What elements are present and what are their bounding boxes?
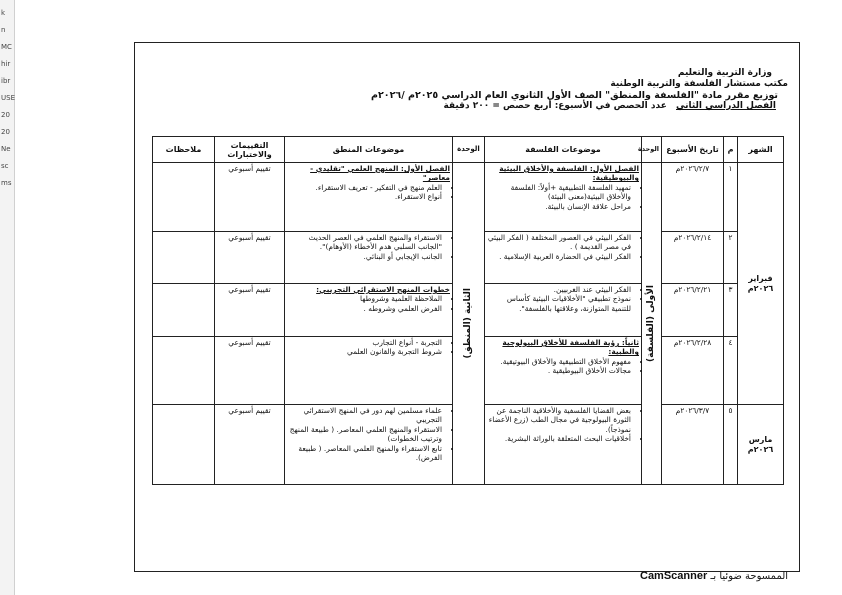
phil-topics-cell (485, 163, 642, 232)
notes-cell (153, 337, 215, 405)
notes-cell (153, 284, 215, 337)
strip-text: sc (1, 162, 9, 170)
logic-topics-cell (285, 284, 453, 337)
logic-topics-cell (285, 232, 453, 284)
list-item: • مجالات الأخلاق البيوطيقية . (487, 366, 631, 375)
watermark-brand: CamScanner (640, 570, 708, 582)
week-date: ٢٠٢٦/٣/٧م (662, 405, 724, 485)
list-item: • التجربة - أنواع التجارب (287, 338, 442, 347)
distribution-title: توزيع مقرر مادة "الفلسفة والمنطق" الصف الأول الثانوي العام الدراسي ٢٠٢٥م /٢٠٢٦م (371, 90, 778, 101)
col-unit-1: الوحدة (642, 137, 662, 163)
periods-label: عدد الحصص في الأسبوع: أربع حصص = ٢٠٠ دقيقة (443, 101, 667, 111)
scanner-watermark (640, 570, 788, 582)
unit-logic-label: الثانية (المنطق) (462, 288, 473, 359)
phil-section-title: ثانياً: رؤية الفلسفة للأخلاق البيولوجية والطبية: (502, 338, 639, 357)
strip-text: ibr (1, 77, 11, 85)
row-num: ٢ (724, 232, 738, 284)
list-item: • أخلاقيات البحث المتعلقة بالوراثة البشرية. (487, 434, 631, 443)
col-week-date: تاريخ الأسبوع (662, 137, 724, 163)
logic-section-title: خطوات المنهج الاستقرائي التجريبي: (316, 285, 450, 294)
week-date: ٢٠٢٦/٢/٧م (662, 163, 724, 232)
col-assessments: التقييمات والاختبارات (215, 137, 285, 163)
strip-text: 20 (1, 128, 10, 136)
week-date: ٢٠٢٦/٢/٢٨م (662, 337, 724, 405)
list-item: • علماء مسلمين لهم دور في المنهج الاستقرائي التجريبي (287, 406, 442, 425)
strip-text: hir (1, 60, 11, 68)
list-item: • تابع الاستقراء والمنهج العلمي المعاصر. ( طبيعة الفرض). (287, 444, 442, 463)
phil-topics-cell (485, 232, 642, 284)
list-item: • بعض القضايا الفلسفية والأخلاقية الناجمة عن الثورة البيولوجية في مجال الطب (زرع الأعضاء نموذجاً). (487, 406, 631, 434)
notes-cell (153, 232, 215, 284)
logic-topics-cell (285, 163, 453, 232)
strip-text: ms (1, 179, 12, 187)
document-header (371, 68, 788, 112)
office-name: مكتب مستشار الفلسفة والتربية الوطنية (610, 79, 788, 89)
background-window-strip (0, 0, 15, 595)
list-item: • الفكر البيئي في الحضارة العربية الإسلامية . (487, 252, 631, 261)
phil-section-title: الفصل الأول: الفلسفة والأخلاق البيئية والبيوطيقية: (499, 164, 639, 183)
list-item: • نموذج تطبيقي "الأخلاقيات البيئية كأساس للتنمية المتوازنة، وعلاقتها بالفلسفة". (487, 294, 631, 313)
ministry-name: وزارة التربية والتعليم (677, 68, 772, 78)
list-item: • الفرض العلمي وشروطه . (287, 304, 442, 313)
phil-topics-cell (485, 337, 642, 405)
col-num: م (724, 137, 738, 163)
col-notes: ملاحظات (153, 137, 215, 163)
watermark-prefix: الممسوحة ضوئيا بـ (710, 571, 789, 582)
curriculum-table (152, 136, 784, 485)
logic-topics-cell (285, 405, 453, 485)
list-item: • تمهيد الفلسفة التطبيقية +أولاً: الفلسفة والأخلاق البيئية(معنى البيئة) (487, 183, 631, 202)
term-label: الفصل الدراسي الثاني (676, 101, 776, 111)
list-item: • الفكر البيئي عند الغربيين. (487, 285, 631, 294)
list-item: • العلم منهج في التفكير - تعريف الاستقراء. (287, 183, 442, 192)
strip-text: 20 (1, 111, 10, 119)
list-item: • مفهوم الأخلاق التطبيقية والأخلاق البيوتيقية. (487, 357, 631, 366)
assessment-cell: تقييم أسبوعي (215, 337, 285, 405)
row-num: ٣ (724, 284, 738, 337)
table-header-row (153, 137, 784, 163)
strip-text: n (1, 26, 6, 34)
assessment-cell: تقييم أسبوعي (215, 163, 285, 232)
unit-logic-cell (453, 163, 485, 485)
strip-text: Ne (1, 145, 11, 153)
col-unit-2: الوحدة (453, 137, 485, 163)
notes-cell (153, 405, 215, 485)
strip-text: MC (1, 43, 12, 51)
strip-text: USE (1, 94, 15, 102)
row-num: ١ (724, 163, 738, 232)
list-item: • الاستقراء والمنهج العلمي المعاصر. ( طبيعة المنهج وترتيب الخطوات) (287, 425, 442, 444)
col-phil-topics: موضوعات الفلسفة (485, 137, 642, 163)
week-date: ٢٠٢٦/٢/١٤م (662, 232, 724, 284)
list-item: • أنواع الاستقراء. (287, 192, 442, 201)
logic-section-title: الفصل الأول: المنهج العلمي "تقليدي - معاصر" (310, 164, 450, 183)
phil-topics-cell (485, 284, 642, 337)
week-date: ٢٠٢٦/٢/٢١م (662, 284, 724, 337)
col-logic-topics: موضوعات المنطق (285, 137, 453, 163)
list-item: • الجانب الإيجابي أو البنائي. (287, 252, 442, 261)
month-cell: فبراير ٢٠٢٦م (738, 163, 784, 405)
month-cell: مارس ٢٠٢٦م (738, 405, 784, 485)
col-month: الشهر (738, 137, 784, 163)
phil-topics-cell (485, 405, 642, 485)
list-item: • الملاحظة العلمية وشروطها (287, 294, 442, 303)
list-item: • مراحل علاقة الإنسان بالبيئة. (487, 202, 631, 211)
list-item: • الاستقراء والمنهج العلمي في العصر الحديث "الجانب السلبي هدم الأخطاء (الأوهام)". (287, 233, 442, 252)
row-num: ٥ (724, 405, 738, 485)
row-num: ٤ (724, 337, 738, 405)
list-item: • الفكر البيئي في العصور المختلفة ( الفكر البيئي في مصر القديمة ) . (487, 233, 631, 252)
list-item: • شروط التجربة والقانون العلمي (287, 347, 442, 356)
assessment-cell: تقييم أسبوعي (215, 405, 285, 485)
unit-phil-cell (642, 163, 662, 485)
table-row (153, 163, 784, 232)
logic-topics-cell (285, 337, 453, 405)
strip-text: k (1, 9, 6, 17)
assessment-cell: تقييم أسبوعي (215, 284, 285, 337)
notes-cell (153, 163, 215, 232)
unit-phil-label: الأولى (الفلسفة) (645, 285, 656, 362)
assessment-cell: تقييم أسبوعي (215, 232, 285, 284)
